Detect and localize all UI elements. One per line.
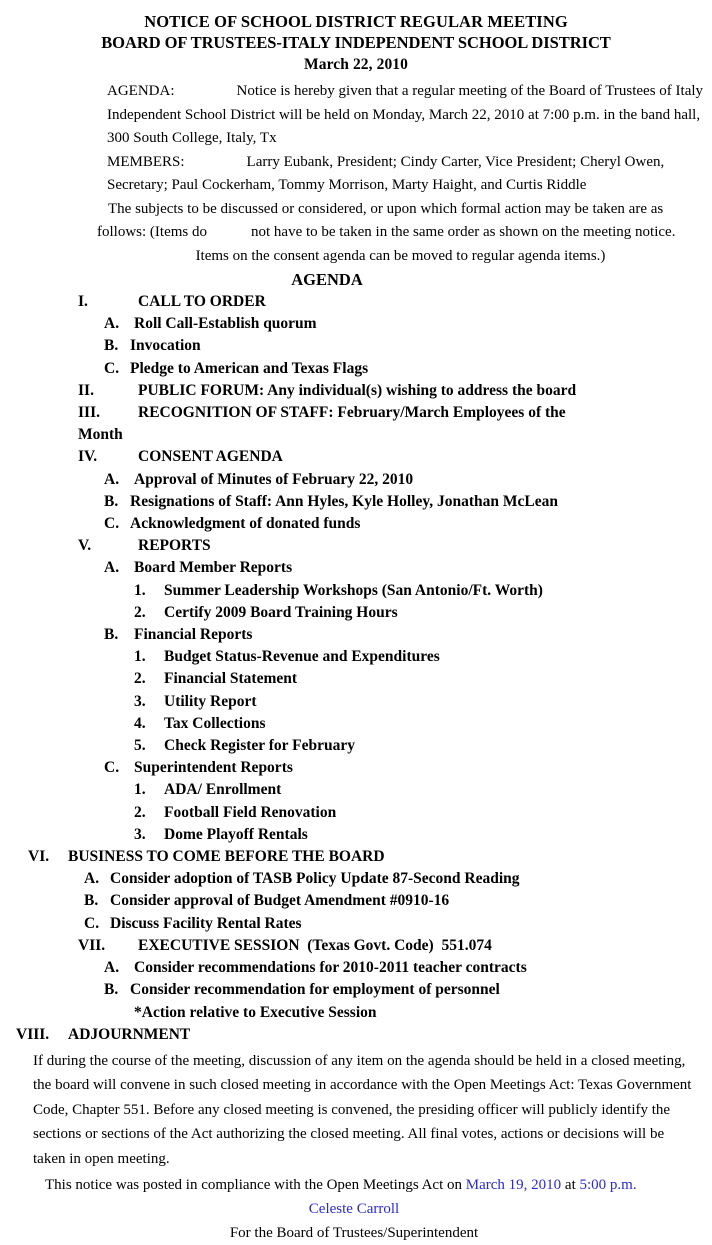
agenda-item-iv-a (0, 469, 712, 491)
item-number: A. (104, 959, 120, 977)
agenda-heading: AGENDA (291, 270, 363, 289)
item-label: ADJOURNMENT (68, 1025, 191, 1043)
item-number: C. (104, 515, 120, 533)
agenda-item-vii-b (0, 979, 712, 1001)
item-label: Football Field Renovation (164, 803, 337, 821)
agenda-item-iv (0, 446, 712, 468)
item-label: Invocation (130, 337, 201, 355)
agenda-item-v-b-3 (0, 691, 712, 713)
subjects-line-2a: follows: (Items do (97, 224, 207, 240)
title-line-date: March 22, 2010 (303, 56, 408, 73)
members-label: MEMBERS: (107, 153, 185, 170)
item-number: 1. (134, 781, 146, 799)
posting-prefix: This notice was posted in compliance with the Open Meetings Act on (45, 1177, 466, 1194)
item-label: Financial Reports (134, 626, 253, 644)
agenda-item-i (0, 291, 712, 313)
agenda-item-v-c-1 (0, 779, 712, 801)
item-label: ADA/ Enrollment (164, 781, 282, 799)
subjects-line-2b: not have to be taken in the same order as shown on the meeting notice. (251, 224, 676, 240)
subjects-block (97, 198, 704, 269)
item-label: Consider adoption of TASB Policy Update 87-Second Reading (110, 870, 520, 888)
agenda-item-v-c-3 (0, 824, 712, 846)
agenda-item-v-b-4 (0, 713, 712, 735)
subjects-line-3: Items on the consent agenda can be moved to regular agenda items.) (195, 247, 606, 264)
item-label: EXECUTIVE SESSION (Texas Govt. Code) 551.074 (138, 936, 492, 954)
item-label: Budget Status-Revenue and Expenditures (164, 648, 440, 666)
item-number: C. (104, 359, 120, 377)
item-number: 3. (134, 692, 146, 710)
item-label: Resignations of Staff: Ann Hyles, Kyle Holley, Jonathan McLean (130, 492, 558, 510)
members-paragraph (107, 151, 704, 198)
subjects-line-1: The subjects to be discussed or considered, or upon which formal action may be taken are as (108, 200, 664, 217)
item-label: Consider recommendations for 2010-2011 teacher contracts (134, 959, 527, 977)
item-label: Dome Playoff Rentals (164, 825, 308, 843)
item-number: VI. (28, 848, 50, 866)
item-number: B. (84, 892, 99, 910)
agenda-item-v-a-2 (0, 602, 712, 624)
posting-mid: at (561, 1177, 580, 1194)
agenda-notice-text: Notice is hereby given that a regular meeting of the Board of Trustees of Italy Independent School District will be held on Monday, March 22, 2010 at 7:00 p.m. in the band hall, 300 South College, Italy, Tx (107, 83, 704, 146)
signature-name: Celeste Carroll (308, 1201, 400, 1218)
item-number: 2. (134, 603, 146, 621)
item-number: I. (78, 293, 88, 310)
agenda-item-v-b (0, 624, 712, 646)
agenda-notice-paragraph (107, 80, 704, 151)
item-number: 5. (134, 737, 146, 755)
posting-statement (45, 1173, 702, 1197)
agenda-item-v-a (0, 557, 712, 579)
posting-date: March 19, 2010 (465, 1177, 562, 1194)
item-number: 2. (134, 803, 146, 821)
agenda-item-vi-b (0, 890, 712, 912)
item-label: CONSENT AGENDA (138, 448, 283, 466)
item-number: VII. (78, 936, 106, 954)
item-label: Approval of Minutes of February 22, 2010 (134, 470, 414, 488)
agenda-item-v-b-5 (0, 735, 712, 757)
document-title-block (0, 0, 712, 75)
item-label: Discuss Facility Rental Rates (110, 914, 302, 932)
agenda-item-iv-c (0, 513, 712, 535)
item-number: IV. (78, 448, 98, 466)
item-number: III. (78, 404, 100, 422)
item-label: Superintendent Reports (134, 759, 293, 777)
posting-time: 5:00 p.m. (579, 1177, 637, 1194)
signature-role: For the Board of Trustees/Superintendent (229, 1225, 479, 1242)
item-label: CALL TO ORDER (138, 293, 266, 310)
item-number: B. (104, 626, 119, 644)
agenda-item-vii-a (0, 957, 712, 979)
item-label: REPORTS (138, 537, 211, 555)
item-label: Certify 2009 Board Training Hours (164, 603, 398, 621)
agenda-item-iii-continuation: Month (78, 426, 123, 444)
item-label: RECOGNITION OF STAFF: February/March Employees of the (138, 404, 566, 422)
item-label: Utility Report (164, 692, 257, 710)
item-label: Tax Collections (164, 714, 266, 732)
agenda-item-ii (0, 380, 712, 402)
agenda-item-v-c (0, 757, 712, 779)
item-label: Consider approval of Budget Amendment #0910-16 (110, 892, 450, 910)
agenda-item-iv-b (0, 491, 712, 513)
agenda-item-iii (0, 402, 712, 424)
item-number: A. (104, 470, 120, 488)
closed-meeting-disclaimer (33, 1049, 700, 1172)
item-number: A. (84, 870, 100, 888)
disclaimer-text: If during the course of the meeting, discussion of any item on the agenda should be held in a closed meeting, the board will convene in such closed meeting in accordance with the Open Meetings Act: Texas Government Code, Chapter 551. Before any closed meeting is convened, the presiding officer will publicly identify the sections or sections of the Act authorizing the closed meeting. All final votes, actions or decisions will be taken in open meeting. (33, 1052, 692, 1167)
agenda-item-vi-a (0, 868, 712, 890)
item-label: Roll Call-Establish quorum (134, 315, 317, 333)
item-number: II. (78, 381, 94, 399)
item-label: Check Register for February (164, 737, 355, 755)
agenda-item-v-a-1 (0, 580, 712, 602)
item-number: B. (104, 337, 119, 355)
agenda-label: AGENDA: (107, 83, 175, 99)
item-number: B. (104, 981, 119, 999)
item-label: Financial Statement (164, 670, 298, 688)
item-number: C. (84, 914, 100, 932)
title-line-board: BOARD OF TRUSTEES-ITALY INDEPENDENT SCHOOL DISTRICT (101, 33, 611, 52)
agenda-item-vi (0, 846, 712, 868)
members-text: Larry Eubank, President; Cindy Carter, Vice President; Cheryl Owen, Secretary; Paul Cockerham, Tommy Morrison, Marty Haight, and Curtis Riddle (107, 153, 665, 193)
agenda-item-i-a (0, 313, 712, 335)
item-number: B. (104, 492, 119, 510)
item-label: PUBLIC FORUM: Any individual(s) wishing to address the board (138, 381, 577, 399)
item-label: BUSINESS TO COME BEFORE THE BOARD (68, 848, 385, 866)
item-number: C. (104, 759, 120, 777)
intro-block (107, 80, 704, 198)
agenda-outline (0, 291, 712, 1046)
agenda-item-v-b-2 (0, 668, 712, 690)
item-number: 1. (134, 648, 146, 666)
title-line-notice: NOTICE OF SCHOOL DISTRICT REGULAR MEETING (144, 12, 568, 31)
agenda-item-v-c-2 (0, 802, 712, 824)
item-label: Summer Leadership Workshops (San Antonio/Ft. Worth) (164, 581, 543, 599)
agenda-item-viii (0, 1024, 712, 1046)
item-label: Consider recommendation for employment of personnel (130, 981, 500, 999)
agenda-item-i-c (0, 358, 712, 380)
item-label: Pledge to American and Texas Flags (130, 359, 369, 377)
item-number: A. (104, 315, 120, 333)
item-label: Acknowledgment of donated funds (130, 515, 361, 533)
subjects-line-2 (97, 221, 704, 245)
item-number: A. (104, 559, 120, 577)
item-number: 1. (134, 581, 146, 599)
agenda-item-v-b-1 (0, 646, 712, 668)
item-label: Board Member Reports (134, 559, 293, 577)
agenda-item-v (0, 535, 712, 557)
agenda-item-vii (0, 935, 712, 957)
item-number: 4. (134, 714, 146, 732)
item-number: 2. (134, 670, 146, 688)
agenda-item-vi-c (0, 913, 712, 935)
agenda-item-i-b (0, 335, 712, 357)
agenda-item-vii-action-note: *Action relative to Executive Session (134, 1003, 377, 1021)
item-number: V. (78, 537, 92, 555)
item-number: 3. (134, 825, 146, 843)
item-number: VIII. (16, 1025, 50, 1043)
